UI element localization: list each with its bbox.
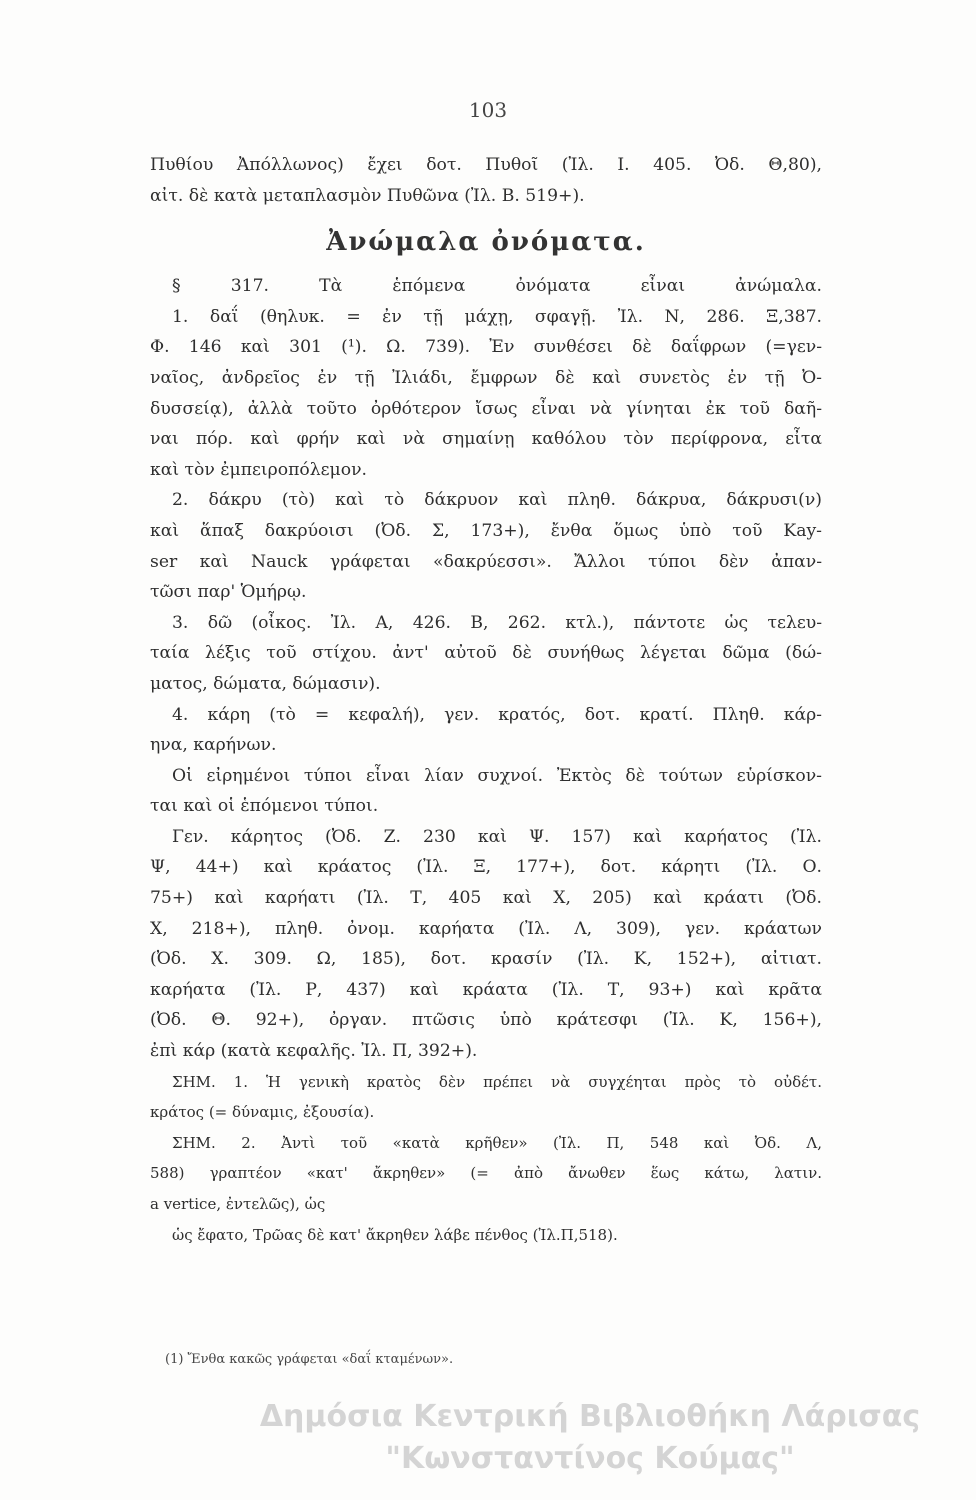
- body-line: Πυθίου Ἀπόλλωνος) ἔχει δοτ. Πυθοῖ (Ἰλ. Ι. 405. Ὀδ. Θ,80),: [150, 155, 822, 175]
- body-line: Γεν. κάρητος (Ὀδ. Ζ. 230 καὶ Ψ. 157) καὶ καρήατος (Ἰλ.: [172, 826, 822, 847]
- body-line: Οἱ εἰρημένοι τύποι εἶναι λίαν συχνοί. Ἐκτὸς δὲ τούτων εὑρίσκον-: [172, 765, 822, 786]
- body-line: ναι πόρ. καὶ φρήν καὶ νὰ σημαίνῃ καθόλου τὸν περίφρονα, εἶτα: [150, 429, 822, 450]
- body-line: ναῖος, ἀνδρεῖος ἐν τῇ Ἰλιάδι, ἔμφρων δὲ καὶ συνετὸς ἐν τῇ Ὀ-: [150, 367, 822, 388]
- body-line: καρήατα (Ἰλ. Ρ, 437) καὶ κράατα (Ἰλ. Τ, 93+) καὶ κρᾶτα: [150, 979, 822, 1000]
- body-line: καὶ ἅπαξ δακρύοισι (Ὀδ. Σ, 173+), ἔνθα ὅμως ὑπὸ τοῦ Kay-: [150, 520, 822, 541]
- body-line: (Ὀδ. Χ. 309. Ω, 185), δοτ. κρασίν (Ἰλ. Κ, 152+), αἰτιατ.: [150, 949, 822, 970]
- library-watermark: [200, 1396, 976, 1480]
- body-line: 2. δάκρυ (τὸ) καὶ τὸ δάκρυον καὶ πληθ. δάκρυα, δάκρυσι(ν): [172, 490, 822, 511]
- body-line: ser καὶ Nauck γράφεται «δακρύεσσι». Ἄλλοι τύποι δὲν ἀπαν-: [150, 551, 822, 572]
- body-line: ματος, δώματα, δώμασιν).: [150, 673, 381, 694]
- body-line: 75+) καὶ καρήατι (Ἰλ. Τ, 405 καὶ Χ, 205) καὶ κράατι (Ὀδ.: [150, 888, 822, 909]
- body-line: ΣΗΜ. 2. Ἀντὶ τοῦ «κατὰ κρῆθεν» (Ἰλ. Π, 548 καὶ Ὀδ. Λ,: [172, 1133, 822, 1152]
- section-title: Ἀνώμαλα ὀνόματα.: [326, 227, 646, 258]
- body-line: § 317. Τὰ ἑπόμενα ὀνόματα εἶναι ἀνώμαλα.: [172, 276, 822, 297]
- body-line: Ψ, 44+) καὶ κράατος (Ἰλ. Ξ, 177+), δοτ. κάρητι (Ἰλ. Ο.: [150, 857, 822, 878]
- body-lines: [150, 271, 822, 1250]
- footnote: (1) Ἔνθα κακῶς γράφεται «δαΐ κταμένων».: [165, 1352, 454, 1367]
- body-line: (Ὀδ. Θ. 92+), ὀργαν. πτῶσις ὑπὸ κράτεσφι (Ἰλ. Κ, 156+),: [150, 1010, 822, 1031]
- body-line: a vertice, ἐντελῶς), ὡς: [150, 1195, 326, 1213]
- body-line: 4. κάρη (τὸ = κεφαλή), γεν. κρατός, δοτ. κρατί. Πληθ. κάρ-: [172, 704, 822, 725]
- page-body: [150, 150, 822, 1250]
- watermark-line: "Κωνσταντίνος Κούμας": [385, 1441, 795, 1476]
- body-line: τῶσι παρ' Ὁμήρῳ.: [150, 582, 307, 603]
- body-line: αἰτ. δὲ κατὰ μεταπλασμὸν Πυθῶνα (Ἰλ. Β. 519+).: [150, 185, 585, 206]
- body-line: ται καὶ οἱ ἑπόμενοι τύποι.: [150, 796, 379, 817]
- body-line: 3. δῶ (οἶκος. Ἰλ. Α, 426. Β, 262. κτλ.), πάντοτε ὡς τελευ-: [172, 612, 822, 633]
- body-line: Φ. 146 καὶ 301 (¹). Ω. 739). Ἐν συνθέσει δὲ δαΐφρων (=γεν-: [150, 337, 822, 358]
- body-line: ἐπὶ κάρ (κατὰ κεφαλῆς. Ἰλ. Π, 392+).: [150, 1041, 478, 1062]
- body-line: ηνα, καρήνων.: [150, 735, 277, 756]
- body-line: Χ, 218+), πληθ. ὀνομ. καρήατα (Ἰλ. Λ, 309), γεν. κράατων: [150, 918, 822, 939]
- watermark-line: Δημόσια Κεντρική Βιβλιοθήκη Λάρισας: [259, 1399, 921, 1434]
- body-line: 1. δαΐ (θηλυκ. = ἐν τῇ μάχῃ, σφαγῇ. Ἰλ. Ν, 286. Ξ,387.: [172, 306, 822, 327]
- page-number: 103: [468, 98, 508, 122]
- body-line: 588) γραπτέον «κατ' ἄκρηθεν» (= ἀπὸ ἄνωθεν ἕως κάτω, λατιν.: [150, 1164, 822, 1183]
- body-line: κράτος (= δύναμις, ἐξουσία).: [150, 1103, 375, 1122]
- body-line: ὡς ἔφατο, Τρῶας δὲ κατ' ἄκρηθεν λάβε πένθος (Ἰλ.Π,518).: [172, 1225, 618, 1244]
- body-line: καὶ τὸν ἐμπειροπόλεμον.: [150, 459, 367, 480]
- body-line: δυσσείᾳ), ἀλλὰ τοῦτο ὀρθότερον ἴσως εἶναι νὰ γίνηται ἐκ τοῦ δαῆ-: [150, 398, 822, 419]
- body-line: ΣΗΜ. 1. Ἡ γενικὴ κρατὸς δὲν πρέπει νὰ συγχέηται πρὸς τὸ οὐδέτ.: [172, 1072, 822, 1091]
- body-line: ταία λέξις τοῦ στίχου. ἀντ' αὐτοῦ δὲ συνήθως λέγεται δῶμα (δώ-: [150, 643, 822, 664]
